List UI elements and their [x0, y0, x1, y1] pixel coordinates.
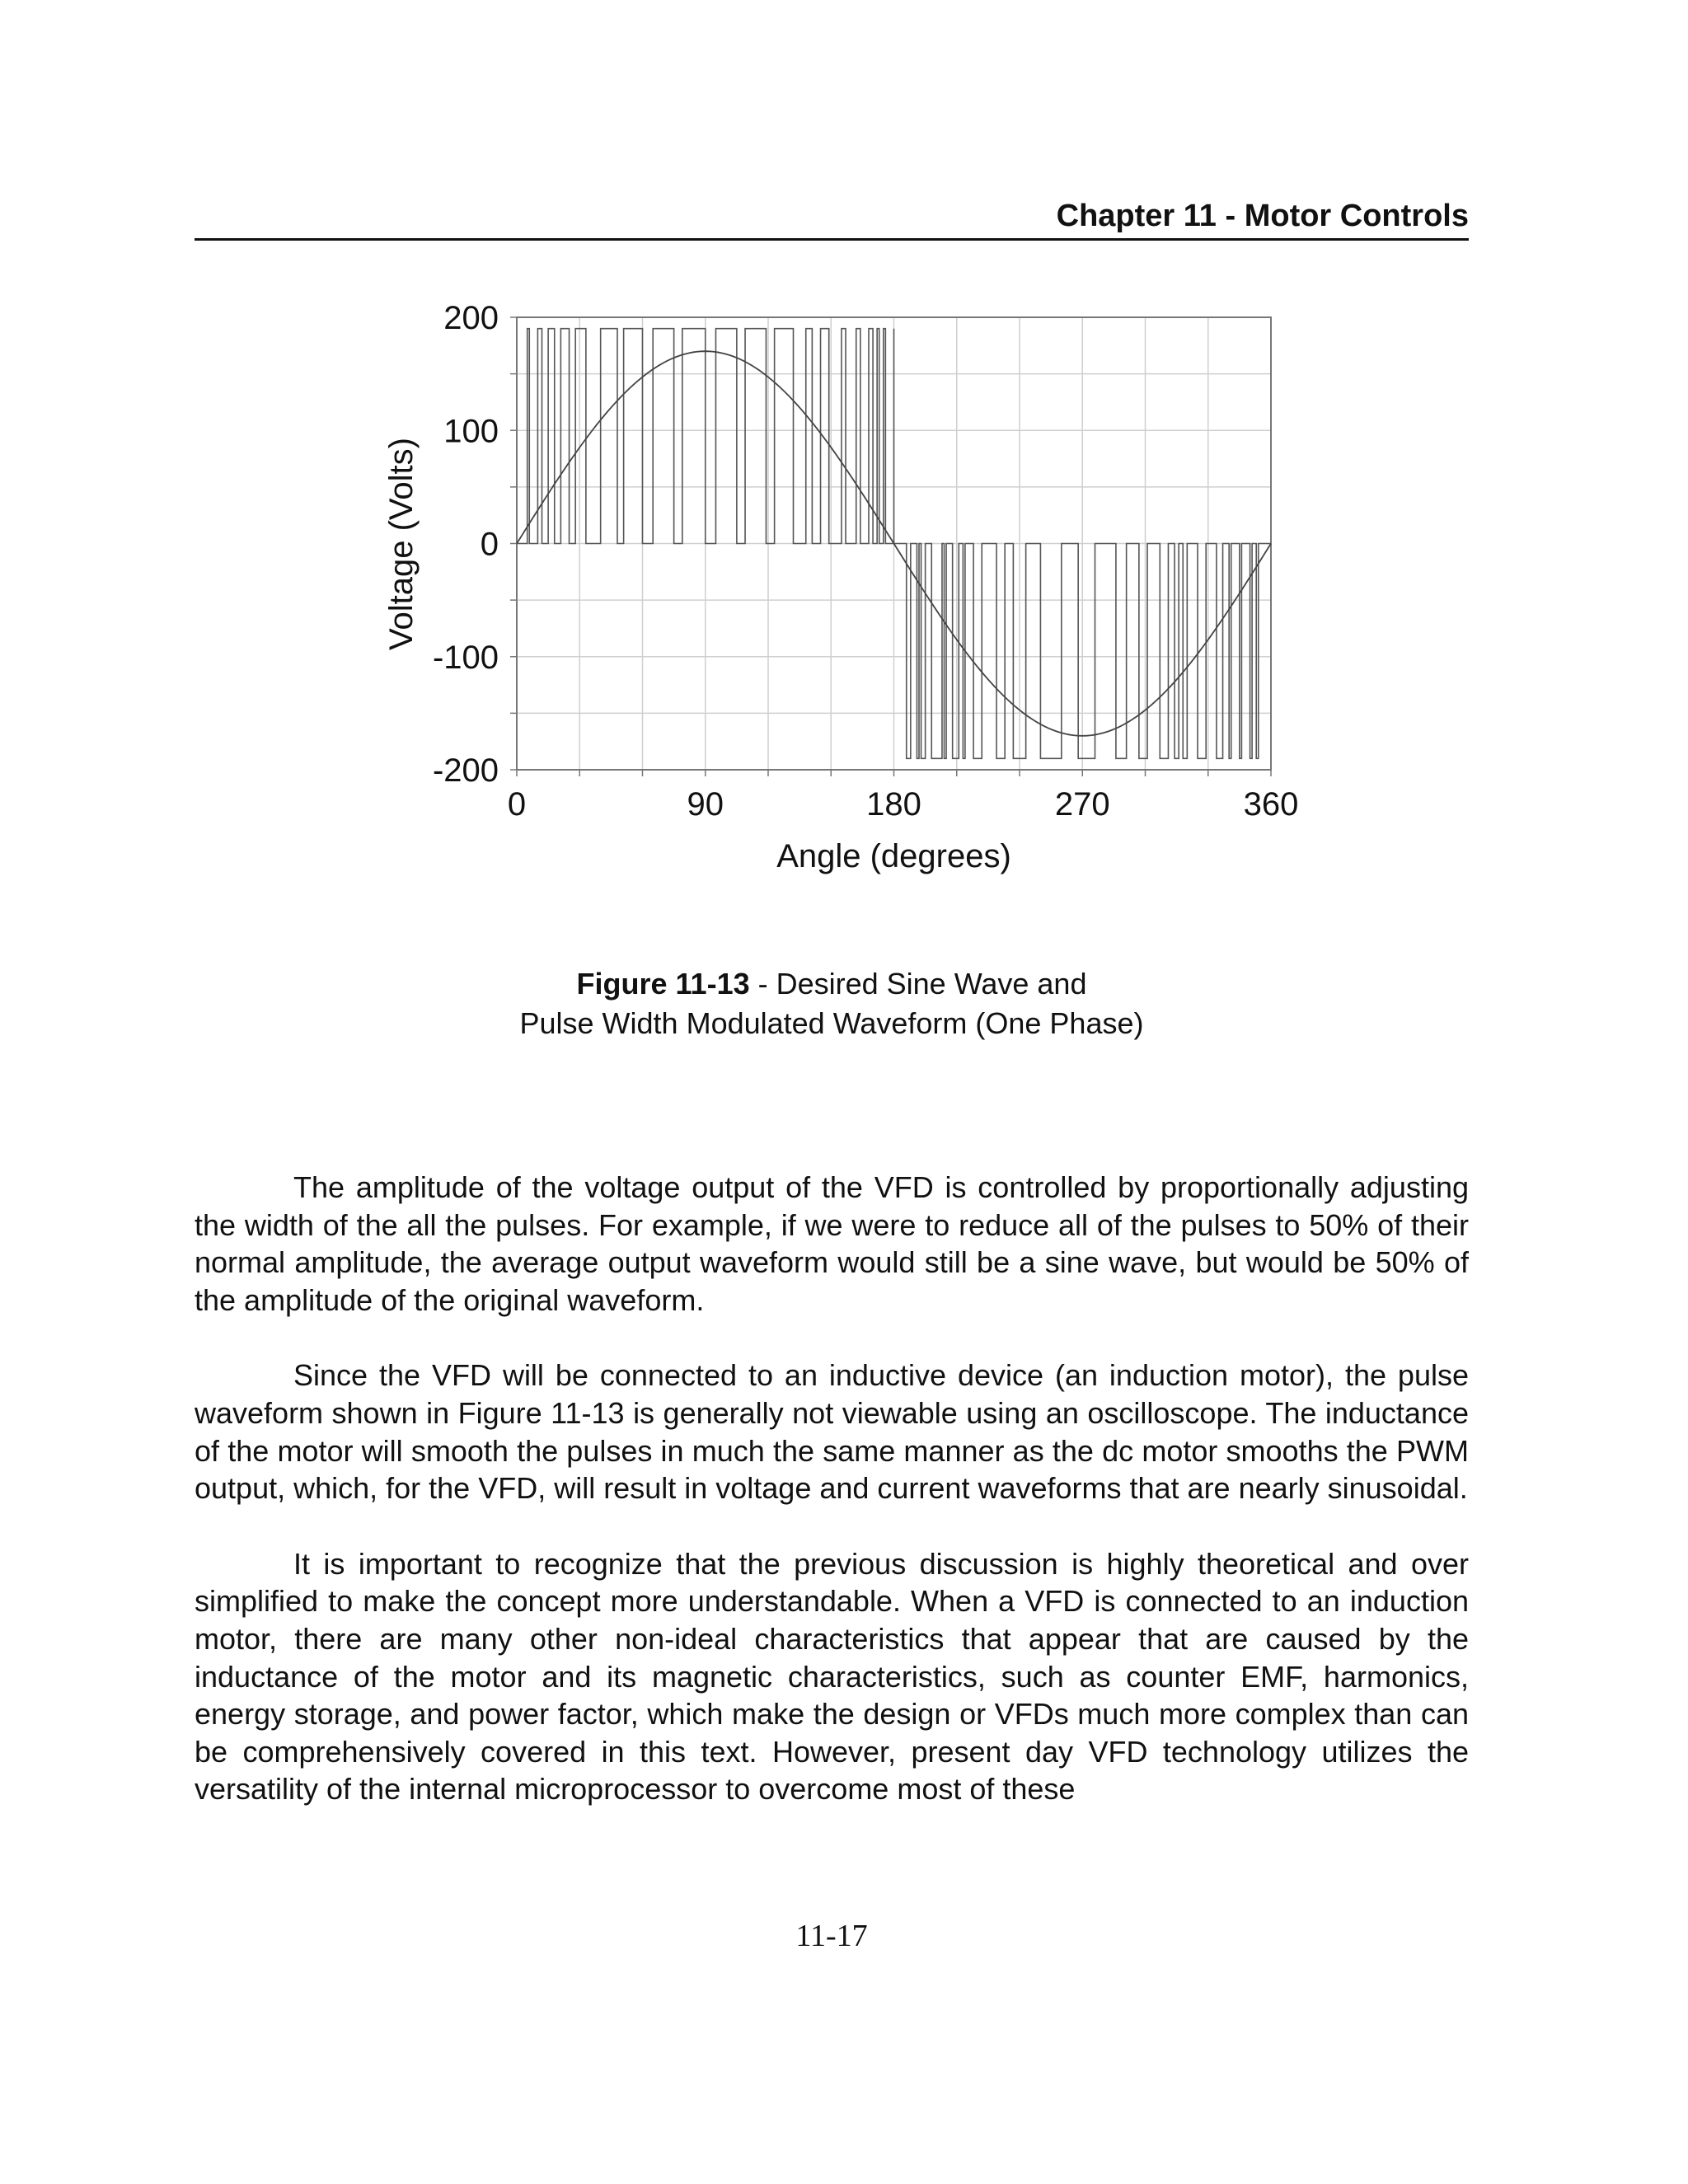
- pwm-chart: [371, 293, 1360, 902]
- caption-line-1: [195, 964, 1469, 1004]
- x-tick-labels: [508, 786, 1299, 823]
- caption-line-2: Pulse Width Modulated Waveform (One Phase): [519, 1006, 1144, 1040]
- x-axis-label: Angle (degrees): [776, 838, 1011, 874]
- y-tick-label: 200: [443, 300, 499, 336]
- running-header: Chapter 11 - Motor Controls: [1056, 199, 1469, 233]
- y-tick-label: -100: [432, 639, 499, 676]
- y-tick-label: 100: [443, 413, 499, 450]
- x-tick-label: 0: [507, 786, 527, 823]
- y-tick-labels: [433, 300, 499, 789]
- y-tick-label: 0: [480, 526, 499, 563]
- y-axis-label: Voltage (Volts): [383, 438, 420, 650]
- x-tick-label: 90: [687, 786, 724, 823]
- page-number: 11-17: [795, 1919, 868, 1953]
- body-text: [195, 1169, 1469, 1846]
- paragraph-2: Since the VFD will be connected to an inductive device (an induction motor), the pulse waveform shown in Figure 11-13 is generally not viewable using an oscilloscope. The inductance of the motor will smooth the pulses in much the same manner as the dc motor smooths the PWM output, which, for the VFD, will result in voltage and current waveforms that are nearly sinusoidal.: [195, 1358, 1469, 1506]
- paragraph-1: The amplitude of the voltage output of the VFD is controlled by proportionally adjusting the width of the all the pulses. For example, if we were to reduce all of the pulses to 50% of their normal amplitude, the average output waveform would still be a sine wave, but would be 50% of the amplitude of the original waveform.: [195, 1170, 1469, 1317]
- figure-caption: [195, 964, 1469, 1043]
- x-tick-label: 180: [866, 786, 921, 823]
- header-rule: [195, 238, 1469, 241]
- axis-ticks: [510, 317, 1271, 776]
- figure-label: Figure 11-13: [576, 967, 750, 1001]
- x-tick-label: 360: [1243, 786, 1299, 823]
- paragraph-3: It is important to recognize that the previous discussion is highly theoretical and over simplified to make the concept more understandable. When a VFD is connected to an induction motor, there are many other non-ideal characteristics that appear that are caused by the inductance of the motor and its magnetic characteristics, such as counter EMF, harmonics, energy storage, and power factor, which make the design or VFDs much more complex than can be comprehensively covered in this text. However, present day VFD technology utilizes the versatility of the internal microprocessor to overcome most of these: [195, 1546, 1469, 1807]
- y-tick-label: -200: [432, 752, 499, 789]
- caption-text: - Desired Sine Wave and: [749, 967, 1087, 1001]
- x-tick-label: 270: [1054, 786, 1110, 823]
